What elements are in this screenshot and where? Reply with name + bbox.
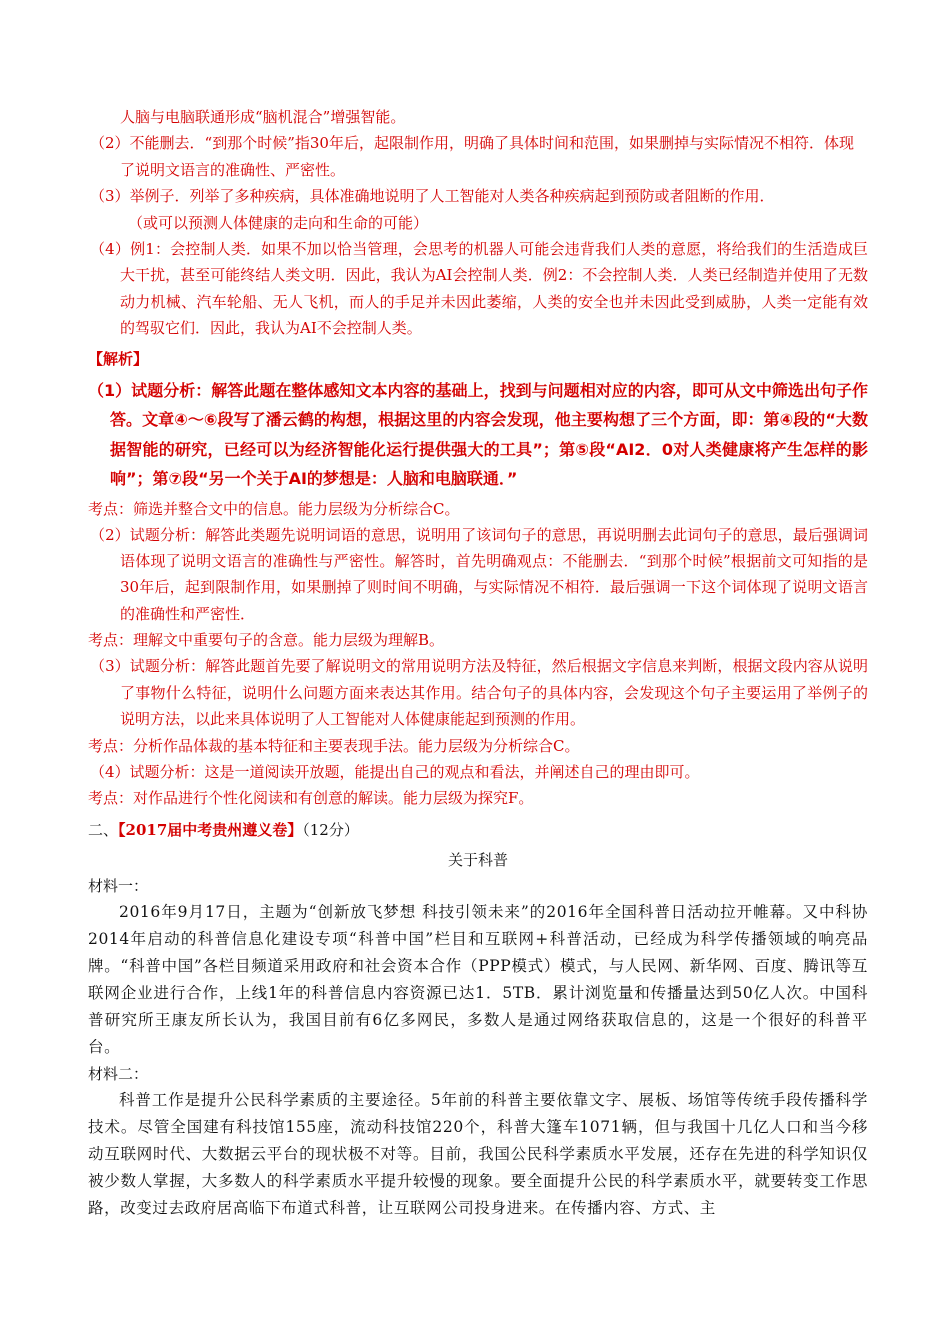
material-2-text: 科普工作是提升公民科学素质的主要途径。5年前的科普主要依靠文字、展板、场馆等传统手段传播科学技术。尽管全国建有科技馆155座，流动科技馆220个，科普大篷车1071辆，但与我国十几亿人口和当今移动互联网时代、大数据云平台的现状极不对等。目前，我国公民科学素质水平发展，还存在先进的科学知识仅被少数人掌握，大多数人的科学素质水平提升较慢的现象。要全面提升公民的科学素质水平，就要转变工作思路，改变过去政府居高临下布道式科普，让互联网公司投身进来。在传播内容、方式、主 [88, 1090, 868, 1217]
analysis-q3: （3）试题分析：解答此题首先要了解说明文的常用说明方法及特征，然后根据文字信息来判断，根据文段内容从说明了事物什么特征，说明什么问题方面来表达其作用。结合句子的具体内容，会发现这个句子主要运用了举例子的说明方法，以此来具体说明了人工智能对人体健康能起到预测的作用。 [90, 657, 868, 729]
material-1-text: 2016年9月17日，主题为“创新放飞梦想 科技引领未来”的2016年全国科普日活动拉开帷幕。又中科协2014年启动的科普信息化建设专项“科普中国”栏目和互联网+科普活动，已经成为科学传播领域的响亮品牌。“科普中国”各栏目频道采用政府和社会资本合作（PPP模式）模式，与人民网、新华网、百度、腾讯等互联网企业进行合作，上线1年的科普信息内容资源已达1．5TB．累计浏览量和传播量达到50亿人次。中国科普研究所王康友所长认为，我国目前有6亿多网民，多数人是通过网络获取信息的，这是一个很好的科普平台。 [88, 902, 868, 1056]
answer-4: （4）例1：会控制人类．如果不加以恰当管理，会思考的机器人可能会违背我们人类的意愿，将给我们的生活造成巨大干扰，甚至可能终结人类文明．因此，我认为AI会控制人类．例2：不会控制人类．人类已经制造并使用了无数动力机械、汽车轮船、无人飞机，而人的手足并未因此萎缩，人类的安全也并未因此受到威胁，人类一定能有效的驾驭它们．因此，我认为AI不会控制人类。 [90, 240, 868, 338]
analysis-q1: （1）试题分析：解答此题在整体感知文本内容的基础上，找到与问题相对应的内容，即可从文中筛选出句子作答。文章④～⑥段写了潘云鹤的构想，根据这里的内容会发现，他主要构想了三个方面，即：第④段的“大数据智能的研究，已经可以为经济智能化运行提供强大的工具”；第⑤段“AI2．0对人类健康将产生怎样的影响”；第⑦段“另一个关于AI的梦想是：人脑和电脑联通．” [88, 380, 868, 489]
answer-1-tail: 人脑与电脑联通形成“脑机混合”增强智能。 [120, 108, 406, 126]
material-2-label: 材料二： [88, 1064, 149, 1083]
answer-3: （3）举例子．列举了多种疾病，具体准确地说明了人工智能对人类各种疾病起到预防或者阻断的作用． [90, 187, 775, 206]
section-2-prefix: 二、 [88, 820, 119, 839]
material-1-label: 材料一： [88, 876, 149, 895]
analysis-kaodian-4: 考点：对作品进行个性化阅读和有创意的解读。能力层级为探究F。 [88, 788, 534, 807]
analysis-kaodian-2: 考点：理解文中重要句子的含意。能力层级为理解B。 [88, 631, 445, 650]
section-2-score: （12分） [302, 820, 359, 839]
section-2-heading [88, 817, 868, 843]
analysis-title: 【解析】 [88, 349, 149, 368]
answer-3-note: （或可以预测人体健康的走向和生命的可能） [128, 213, 429, 232]
analysis-q2: （2）试题分析：解答此类题先说明词语的意思，说明用了该词句子的意思，再说明删去此词句子的意思，最后强调词语体现了说明文语言的准确性与严密性。解答时，首先明确观点：不能删去．“到那个时候”根据前文可知指的是30年后，起到限制作用，如果删掉了则时间不明确，与实际情况不相符．最后强调一下这个词体现了说明文语言的准确性和严密性． [90, 525, 868, 623]
analysis-q4: （4）试题分析：这是一道阅读开放题，能提出自己的观点和看法，并阐述自己的理由即可。 [90, 762, 700, 781]
analysis-kaodian-1: 考点：筛选并整合文中的信息。能力层级为分析综合C。 [88, 499, 460, 518]
section-2-source: 【2017届中考贵州遵义卷】 [118, 820, 303, 839]
passage-title: 关于科普 [447, 850, 508, 869]
answer-2: （2）不能删去．“到那个时候”指30年后，起限制作用，明确了具体时间和范围，如果删掉与实际情况不相符．体现了说明文语言的准确性、严密性。 [90, 134, 854, 179]
analysis-kaodian-3: 考点：分析作品体裁的基本特征和主要表现手法。能力层级为分析综合C。 [88, 736, 580, 755]
document-page [88, 104, 868, 1222]
